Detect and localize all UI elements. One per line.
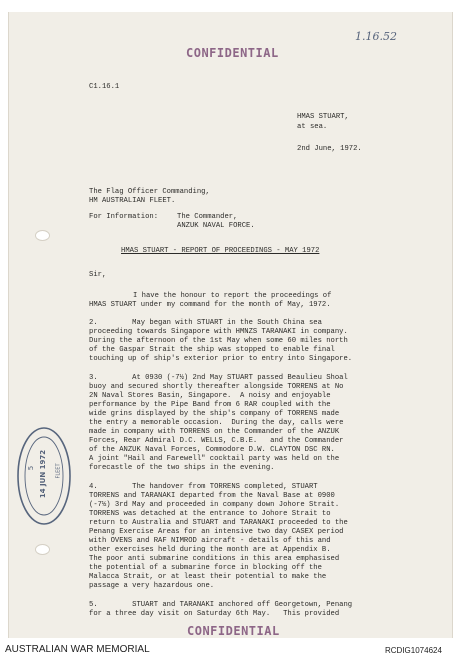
info-addressee-line: The Commander, [177, 213, 238, 221]
body-line: TORRENS was detached at the entrance to Johore Strait to [89, 510, 331, 518]
body-line: of the Gaspar Strait the ship was stopped to enable final [89, 346, 335, 354]
letter-date: 2nd June, 1972. [297, 145, 362, 153]
body-line: buoy and secured shortly thereafter alongside TORRENS at No [89, 383, 344, 391]
confidential-stamp-bottom: CONFIDENTIAL [187, 624, 280, 638]
punch-hole [35, 230, 50, 241]
archive-id: RCDIG1074624 [385, 646, 442, 655]
body-line: Malacca Strait, or at least their potential to make the [89, 573, 327, 581]
body-line: proceeding towards Singapore with HMNZS TARANAKI in company. [89, 328, 348, 336]
addressee-line: The Flag Officer Commanding, [89, 188, 210, 196]
body-line: the entry a memorable occasion. During the day, calls were [89, 419, 344, 427]
body-line: wide grins displayed by the ship's company of TORRENS made [89, 410, 340, 418]
salutation: Sir, [89, 271, 107, 279]
subject-line: HMAS STUART - REPORT OF PROCEEDINGS - MAY 1972 [121, 247, 320, 255]
stamp-day: 5 [27, 465, 36, 471]
document-page [8, 12, 453, 638]
body-line: passage a very hazardous one. [89, 582, 215, 590]
body-line: A joint "Hail and Farewell" cocktail party was held on the [89, 455, 340, 463]
confidential-stamp-top: CONFIDENTIAL [186, 46, 279, 60]
body-line: HMAS STUART under my command for the month of May, 1972. [89, 301, 331, 309]
file-reference: C1.16.1 [89, 83, 120, 91]
sender-ship: HMAS STUART, [297, 113, 349, 121]
body-line: forecastle of the two ships in the evening. [89, 464, 275, 472]
body-line: (-7½) 3rd May and proceeded in company down Johore Strait. [89, 501, 340, 509]
body-line: 2N Naval Stores Basin, Singapore. A noisy and enjoyable [89, 392, 331, 400]
body-line: 4. The handover from TORRENS completed, STUART [89, 483, 318, 491]
body-line: The poor anti submarine conditions in this area emphasised [89, 555, 340, 563]
body-line: Penang Exercise Areas for an intensive two day CASEX period [89, 528, 344, 536]
body-line: performance by the Pipe Band from 6 RAR coupled with the [89, 401, 331, 409]
stamp-ring-text: FLEET [55, 463, 62, 479]
body-line: return to Australia and STUART and TARANAKI proceeded to the [89, 519, 348, 527]
body-line: touching up of ship's exterior prior to entry into Singapore. [89, 355, 353, 363]
body-line: 5. STUART and TARANAKI anchored off Georgetown, Penang [89, 601, 353, 609]
body-line: other exercises held during the month are at Appendix B. [89, 546, 331, 554]
info-label: For Information: [89, 213, 159, 221]
received-stamp [15, 424, 73, 528]
info-addressee-line: ANZUK NAVAL FORCE. [177, 222, 255, 230]
body-line: I have the honour to report the proceedings of [133, 292, 332, 300]
archive-credit: AUSTRALIAN WAR MEMORIAL [5, 644, 150, 655]
body-line: for a three day visit on Saturday 6th May. This provided [89, 610, 340, 618]
sender-location: at sea. [297, 123, 328, 131]
body-line: with OVENS and RAF NIMROD aircraft - details of this and [89, 537, 331, 545]
body-line: the potential of a submarine force in blocking off the [89, 564, 322, 572]
punch-hole [35, 544, 50, 555]
handwritten-date: 1.16.52 [355, 30, 397, 43]
body-line: TORRENS and TARANAKI departed from the Naval Base at 0900 [89, 492, 335, 500]
body-line: made in company with TORRENS on the Commander of the ANZUK [89, 428, 340, 436]
body-line: of the ANZUK Naval Forces, Commodore D.W. CLAYTON DSC RN. [89, 446, 335, 454]
body-line: Forces, Rear Admiral D.C. WELLS, C.B.E. and the Commander [89, 437, 344, 445]
stamp-date: 14 JUN 1972 [39, 449, 47, 499]
body-line: 2. May began with STUART in the South China sea [89, 319, 322, 327]
body-line: During the afternoon of the 1st May when some 60 miles north [89, 337, 348, 345]
body-line: 3. At 0930 (-7½) 2nd May STUART passed Beaulieu Shoal [89, 374, 348, 382]
addressee-line: HM AUSTRALIAN FLEET. [89, 197, 176, 205]
